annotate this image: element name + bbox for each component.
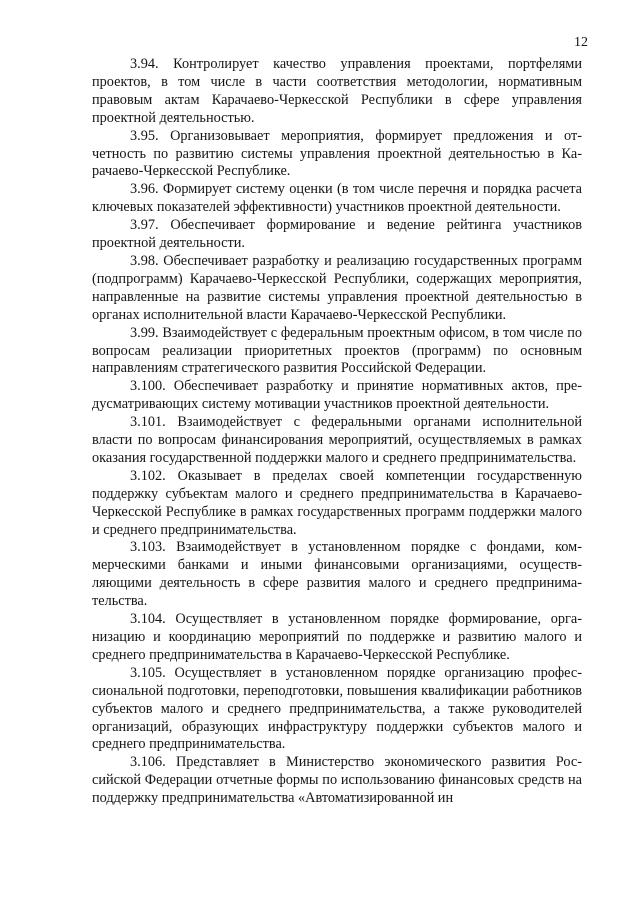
paragraph-3-102: 3.102. Оказывает в пределах своей компетенции государственную поддержку субъектам малого и среднего предпринимательства в Карачаево-Черкесской Республике в рамках государственных программ поддержки малого и среднего предпринимательства. <box>92 467 582 538</box>
paragraph-3-94: 3.94. Контролирует качество управления проектами, портфелями проектов, в том числе в части соответствия методологии, нормативным правовым актам Карачаево-Черкесской Республики в сфере управления проектной деятельностью. <box>92 56 582 126</box>
page-number: 12 <box>574 35 588 50</box>
paragraph-3-104: 3.104. Осуществляет в установленном порядке формирование, организацию и координацию мероприятий по поддержке и развитию малого и среднего предпринимательства в Карачаево-Черкесской Республике. <box>92 611 582 663</box>
paragraph-3-105: 3.105. Осуществляет в установленном порядке организацию профессиональной подготовки, переподготовки, повышения квалификации работников субъектов малого и среднего предпринимательства, а также руководителей организаций, образующих инфраструктуру поддержки субъектов малого и среднего предпринимательства. <box>92 664 582 753</box>
paragraph-3-101: 3.101. Взаимодействует с федеральными органами исполнительной власти по вопросам финансирования мероприятий, осуществляемых в рамках оказания государственной поддержки малого и среднего предпринимательства. <box>92 414 582 466</box>
document-body <box>92 56 582 808</box>
paragraph-3-100: 3.100. Обеспечивает разработку и принятие нормативных актов, предусматривающих систему мотивации участников проектной деятельности. <box>92 378 582 413</box>
paragraph-3-96: 3.96. Формирует систему оценки (в том числе перечня и порядка расчета ключевых показателей эффективности) участников проектной деятельности. <box>92 181 582 216</box>
paragraph-3-99: 3.99. Взаимодействует с федеральным проектным офисом, в том числе по вопросам реализации приоритетных проектов (программ) по основным направлениям стратегического развития Российской Федерации. <box>92 324 582 377</box>
paragraph-3-97: 3.97. Обеспечивает формирование и ведение рейтинга участников проектной деятельности. <box>92 217 582 252</box>
paragraph-3-95: 3.95. Организовывает мероприятия, формирует предложения и отчетность по развитию системы управления проектной деятельностью в Карачаево-Черкесской Республике. <box>92 127 582 180</box>
paragraph-3-98: 3.98. Обеспечивает разработку и реализацию государственных программ (подпрограмм) Карачаево-Черкесской Республики, содержащих мероприятия, направленные на развитие системы управления проектной деятельностью в органах исполнительной власти Карачаево-Черкесской Республики. <box>92 252 582 323</box>
paragraph-3-106: 3.106. Представляет в Министерство экономического развития Российской Федерации отчетные формы по использованию финансовых средств на поддержку предпринимательства «Автоматизированной ин <box>92 754 582 807</box>
paragraph-3-103: 3.103. Взаимодействует в установленном порядке с фондами, коммерческими банками и иными финансовыми организациями, осуществляющими деятельность в сфере развития малого и среднего предпринимательства. <box>92 539 582 610</box>
